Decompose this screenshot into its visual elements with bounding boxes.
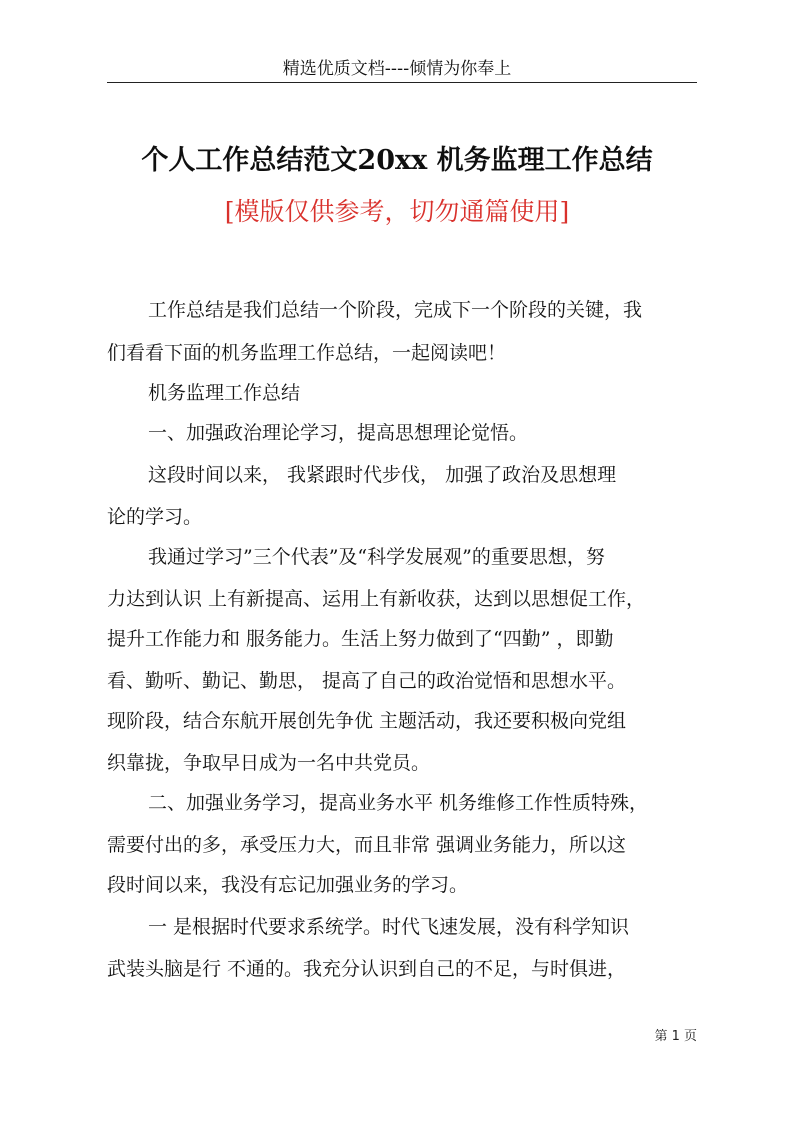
body-line: 我通过学习”三个代表”及“科学发展观”的重要思想，努	[148, 546, 605, 568]
document-subtitle: [模版仅供参考，切勿通篇使用]	[224, 197, 570, 226]
body-line: 机务监理工作总结	[148, 382, 301, 404]
body-line: 段时间以来，我没有忘记加强业务的学习。	[107, 874, 469, 896]
body-line: 武装头脑是行 不通的。我充分认识到自己的不足，与时俱进，	[107, 958, 627, 980]
body-line: 力达到认识 上有新提高、运用上有新收获，达到以思想促工作，	[107, 588, 646, 610]
body-line: 需要付出的多，承受压力大，而且非常 强调业务能力，所以这	[107, 834, 627, 856]
page-number: 第 1 页	[654, 1029, 697, 1044]
body-line: 工作总结是我们总结一个阶段，完成下一个阶段的关键，我	[148, 299, 643, 321]
body-line: 论的学习。	[107, 506, 203, 528]
body-line: 提升工作能力和 服务能力。生活上努力做到了“四勤” ，即勤	[107, 628, 614, 650]
body-line: 现阶段，结合东航开展创先争优 主题活动，我还要积极向党组	[107, 710, 627, 732]
body-line: 这段时间以来， 我紧跟时代步伐， 加强了政治及思想理	[148, 464, 617, 486]
document-title: 个人工作总结范文20xx 机务监理工作总结	[141, 145, 653, 176]
body-line: 们看看下面的机务监理工作总结，一起阅读吧！	[107, 342, 507, 364]
body-line: 二、加强业务学习，提高业务水平 机务维修工作性质特殊，	[148, 792, 649, 814]
body-line: 织靠拢，争取早日成为一名中共党员。	[107, 752, 431, 774]
body-line: 看、勤听、勤记、勤思， 提高了自己的政治觉悟和思想水平。	[107, 670, 627, 692]
body-line: 一、加强政治理论学习，提高思想理论觉悟。	[148, 422, 529, 444]
header-divider	[107, 82, 697, 83]
header-text: 精选优质文档----倾情为你奉上	[282, 59, 512, 79]
body-line: 一 是根据时代要求系统学。时代飞速发展，没有科学知识	[148, 916, 630, 938]
